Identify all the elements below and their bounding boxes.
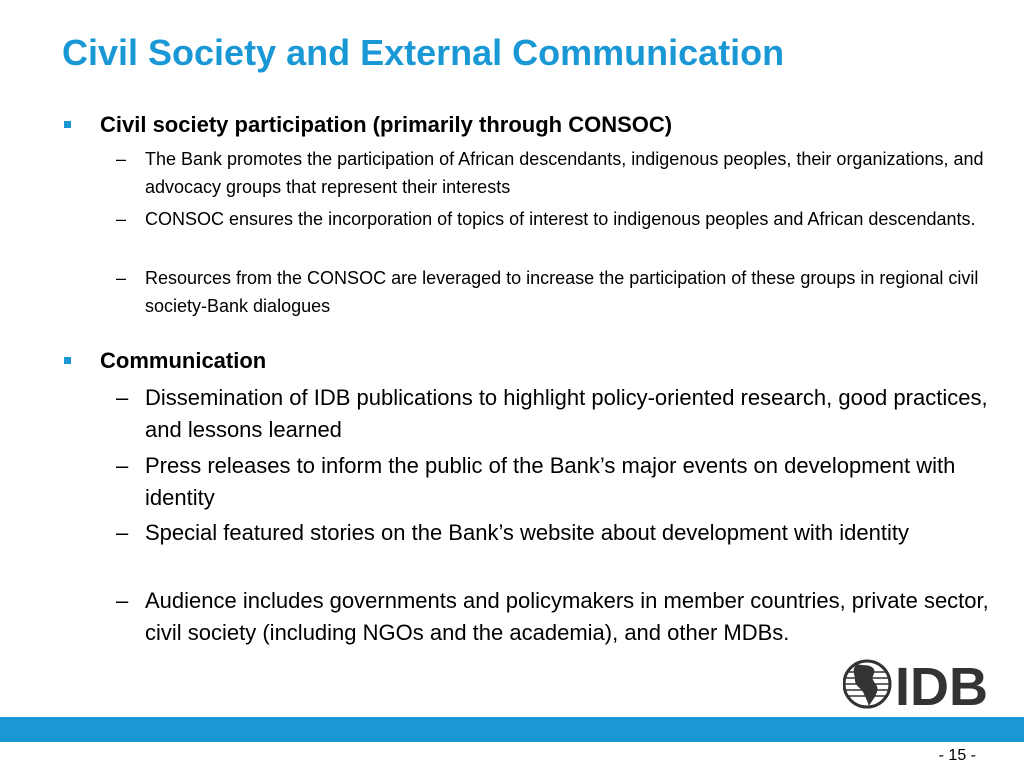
list-item-text: Dissemination of IDB publications to highlight policy-oriented research, good practices, and lessons learned	[145, 385, 988, 442]
idb-logo	[843, 656, 993, 712]
logo-text: IDB	[895, 657, 988, 712]
footer-bar	[0, 717, 1024, 742]
section-heading: Civil society participation (primarily through CONSOC)	[100, 112, 673, 137]
dash-bullet-icon: –	[116, 588, 129, 613]
globe-icon	[844, 661, 890, 707]
bullet-square-icon	[64, 121, 71, 128]
bullet-square-icon	[64, 357, 71, 364]
page-number: - 15 -	[938, 747, 976, 764]
section-heading: Communication	[100, 348, 267, 373]
dash-bullet-icon: –	[116, 520, 129, 545]
list-item-text: Press releases to inform the public of the Bank’s major events on development with identity	[145, 453, 956, 510]
slide-title: Civil Society and External Communication	[62, 32, 785, 73]
list-item-text: The Bank promotes the participation of African descendants, indigenous peoples, their organizations, and advocacy groups that represent their interests	[145, 149, 984, 197]
dash-bullet-icon: –	[116, 385, 129, 410]
list-item-text: Special featured stories on the Bank’s website about development with identity	[145, 520, 909, 545]
dash-bullet-icon: –	[116, 268, 127, 288]
list-item-text: CONSOC ensures the incorporation of topics of interest to indigenous peoples and African descendants.	[145, 209, 976, 229]
dash-bullet-icon: –	[116, 453, 129, 478]
dash-bullet-icon: –	[116, 149, 127, 169]
list-item-text: Resources from the CONSOC are leveraged to increase the participation of these groups in regional civil society-Bank dialogues	[145, 268, 979, 316]
list-item-text: Audience includes governments and policymakers in member countries, private sector, civil society (including NGOs and the academia), and other MDBs.	[145, 588, 989, 645]
dash-bullet-icon: –	[116, 209, 127, 229]
